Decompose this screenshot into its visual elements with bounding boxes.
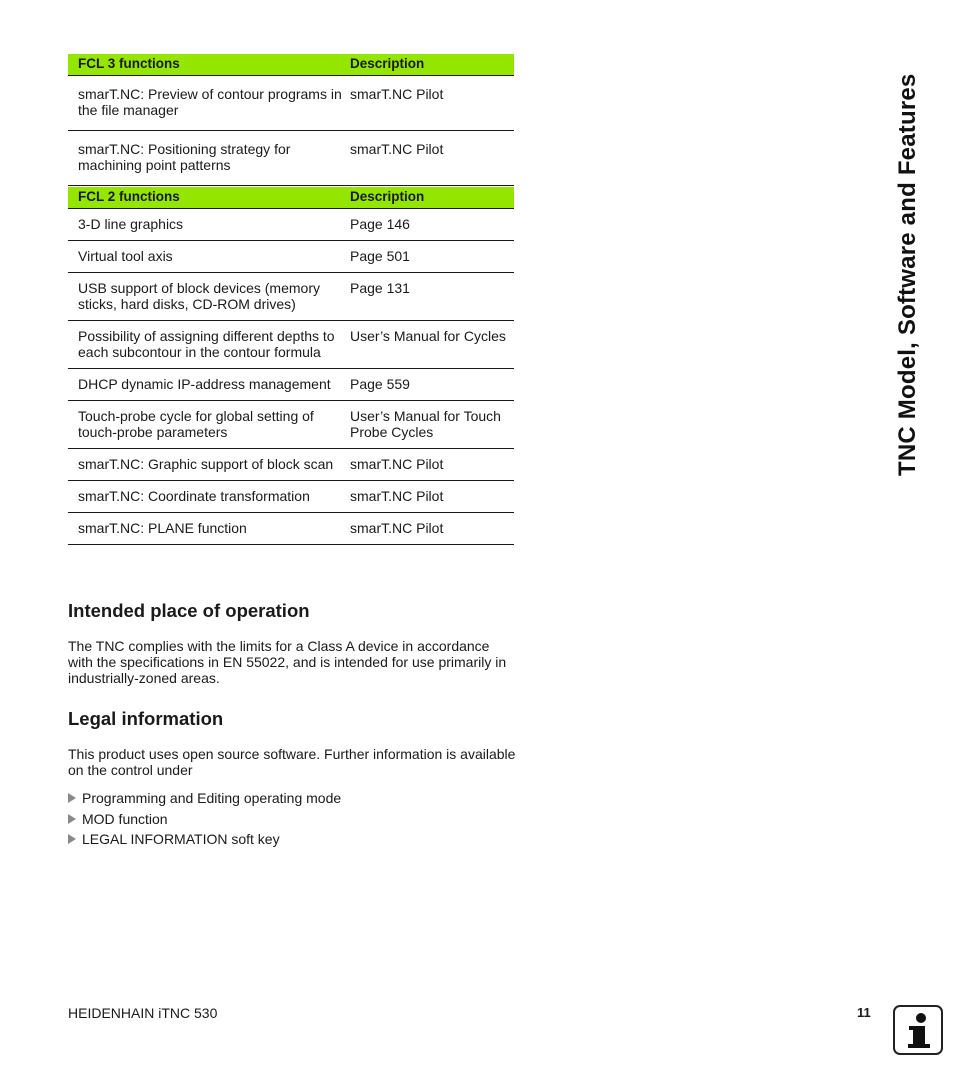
arrow-right-icon [68, 793, 76, 803]
step-label: LEGAL INFORMATION soft key [82, 831, 280, 848]
description-cell: User’s Manual for Touch Probe Cycles [342, 400, 514, 448]
step-label: MOD function [82, 810, 168, 827]
function-cell: Touch-probe cycle for global setting of touch-probe parameters [68, 400, 342, 448]
legal-steps-list [68, 788, 341, 850]
chapter-side-title: TNC Model, Software and Features [894, 73, 921, 476]
section-heading-legal: Legal information [68, 708, 224, 729]
table-header-row [68, 187, 514, 208]
table-row [68, 512, 514, 544]
description-cell: smarT.NC Pilot [342, 75, 514, 130]
function-cell: Possibility of assigning different depths to each subcontour in the contour formula [68, 320, 342, 368]
function-cell: smarT.NC: PLANE function [68, 512, 342, 544]
function-cell: smarT.NC: Preview of contour programs in the file manager [68, 75, 342, 130]
table-row [68, 400, 514, 448]
description-cell: Page 146 [342, 208, 514, 240]
arrow-right-icon [68, 834, 76, 844]
column-header: Description [342, 54, 514, 75]
column-header: Description [342, 187, 514, 208]
table-row [68, 208, 514, 240]
function-cell: smarT.NC: Coordinate transformation [68, 480, 342, 512]
description-cell: smarT.NC Pilot [342, 512, 514, 544]
operation-paragraph: The TNC complies with the limits for a Class A device in accordance with the specifications in EN 55022, and is intended for use primarily in industrially-zoned areas. [68, 638, 507, 686]
description-cell: User’s Manual for Cycles [342, 320, 514, 368]
table-row [68, 480, 514, 512]
table-row [68, 368, 514, 400]
table-header-row [68, 54, 514, 75]
list-item [68, 809, 341, 830]
function-cell: 3-D line graphics [68, 208, 342, 240]
arrow-right-icon [68, 814, 76, 824]
column-header: FCL 3 functions [68, 54, 342, 75]
table-row [68, 272, 514, 320]
page-number: 11 [857, 1005, 871, 1020]
fcl2-table [68, 187, 514, 545]
description-cell: smarT.NC Pilot [342, 130, 514, 185]
table-row [68, 320, 514, 368]
column-header: FCL 2 functions [68, 187, 342, 208]
description-cell: smarT.NC Pilot [342, 480, 514, 512]
table-row [68, 75, 514, 130]
fcl3-table [68, 54, 514, 186]
description-cell: smarT.NC Pilot [342, 448, 514, 480]
function-cell: smarT.NC: Graphic support of block scan [68, 448, 342, 480]
function-cell: Virtual tool axis [68, 240, 342, 272]
description-cell: Page 131 [342, 272, 514, 320]
legal-paragraph: This product uses open source software. Further information is available on the control under [68, 746, 516, 778]
table-row [68, 240, 514, 272]
function-cell: DHCP dynamic IP-address management [68, 368, 342, 400]
section-heading-operation: Intended place of operation [68, 600, 310, 621]
function-cell: USB support of block devices (memory sticks, hard disks, CD-ROM drives) [68, 272, 342, 320]
list-item [68, 829, 341, 850]
table-row [68, 130, 514, 185]
function-cell: smarT.NC: Positioning strategy for machining point patterns [68, 130, 342, 185]
description-cell: Page 501 [342, 240, 514, 272]
step-label: Programming and Editing operating mode [82, 790, 342, 807]
footer-product-name: HEIDENHAIN iTNC 530 [68, 1005, 218, 1021]
table-row [68, 448, 514, 480]
list-item [68, 788, 341, 809]
description-cell: Page 559 [342, 368, 514, 400]
info-icon [893, 1005, 943, 1055]
